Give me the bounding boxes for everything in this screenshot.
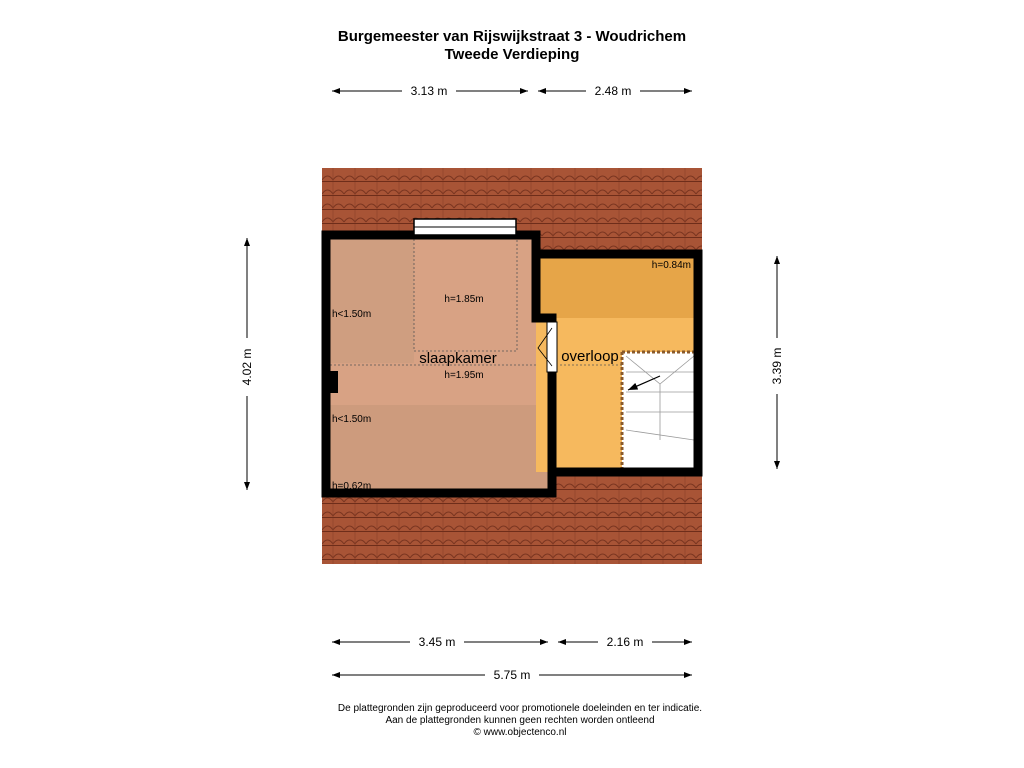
bedroom-label: slaapkamer (419, 350, 497, 367)
floor-level-title: Tweede Verdieping (444, 46, 580, 63)
dimension-left: 4.02 m (240, 348, 254, 386)
landing-height: h=0.84m (651, 260, 691, 271)
dimension-top-left: 3.13 m (410, 84, 448, 98)
bedroom-height-lower-left: h<1.50m (332, 414, 372, 425)
bedroom-height-top-left: h<1.50m (332, 309, 372, 320)
roof-window (414, 219, 516, 235)
bedroom-height-center: h=1.95m (444, 370, 484, 381)
dimension-top-right: 2.48 m (594, 84, 632, 98)
bedroom-height-bottom: h=0.62m (332, 481, 372, 492)
footer-disclaimer-1: De plattegronden zijn geproduceerd voor promotionele doeleinden en ter indicatie. (337, 703, 703, 714)
dimension-bottom-right: 2.16 m (606, 635, 644, 649)
footer-disclaimer-2: Aan de plattegronden kunnen geen rechten worden ontleend (385, 715, 655, 726)
footer-copyright: © www.objectenco.nl (473, 727, 567, 738)
dimension-bottom-total: 5.75 m (493, 668, 531, 682)
staircase (622, 352, 694, 470)
dimension-bottom-left: 3.45 m (418, 635, 456, 649)
landing-label: overloop (561, 348, 619, 365)
floorplan-address-title: Burgemeester van Rijswijkstraat 3 - Woudrichem (337, 28, 687, 45)
dimension-right: 3.39 m (770, 347, 784, 385)
bedroom-height-window-zone: h=1.85m (444, 294, 484, 305)
